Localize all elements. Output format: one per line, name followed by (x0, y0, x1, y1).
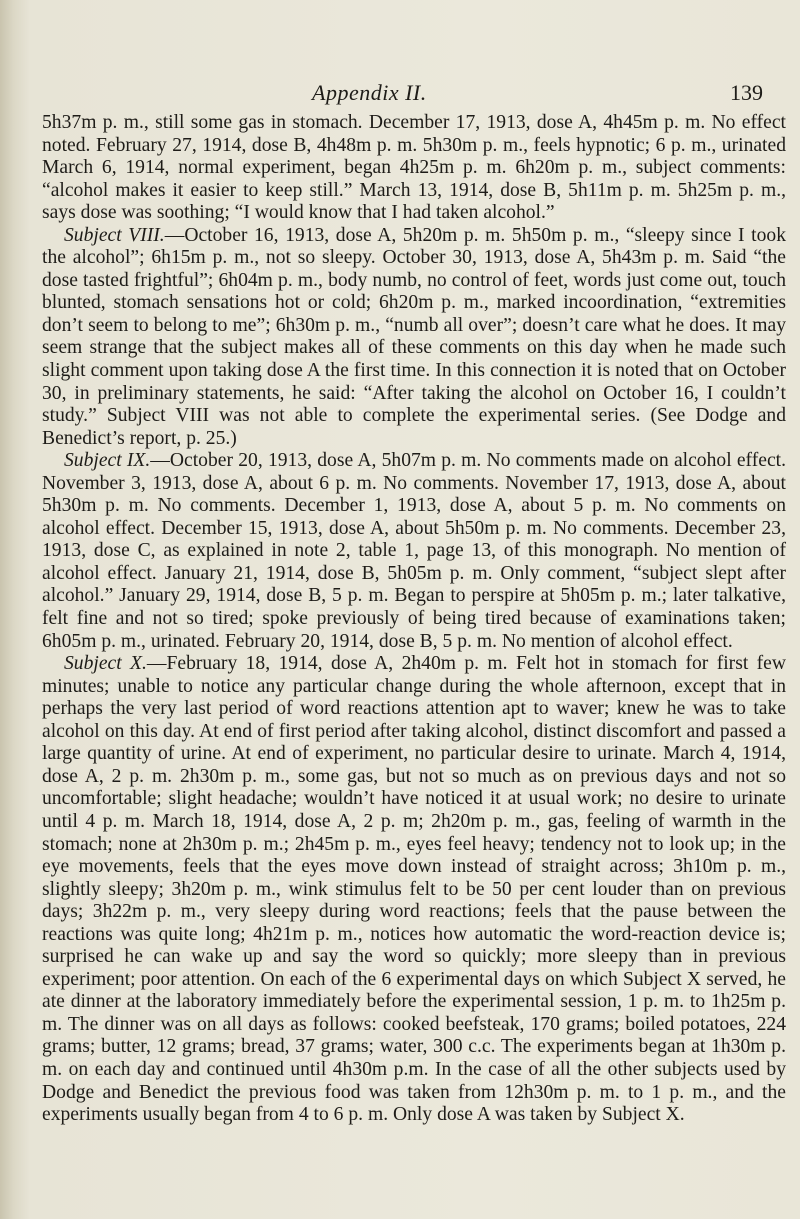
paragraph-text: —February 18, 1914, dose A, 2h40m p. m. Felt hot in stomach for first few minutes; unable to notice any particular change during the whole afternoon, except that in perhaps the very last period of word reactions attention apt to waver; knew he was to take alcohol on this day. At end of first period after taking alcohol, distinct discomfort and passed a large quantity of urine. At end of experiment, no particular desire to urinate. March 4, 1914, dose A, 2 p. m. 2h30m p. m., some gas, but not so much as on previous days and not so uncomfortable; slight headache; wouldn’t have noticed it at usual work; no desire to urinate until 4 p. m. March 18, 1914, dose A, 2 p. m; 2h20m p. m., gas, feeling of warmth in the stomach; none at 2h30m p. m.; 2h45m p. m., eyes feel heavy; tendency not to look up; in the eye movements, feels that the eyes move down instead of straight across; 3h10m p. m., slightly sleepy; 3h20m p. m., wink stimulus felt to be 50 per cent louder than on previous days; 3h22m p. m., very sleepy during word reactions; feels that the pause between the reactions was quite long; 4h21m p. m., notices how automatic the word-reaction device is; surprised he can wake up and say the word so quickly; more sleepy than in previous experiment; poor attention. On each of the 6 experimental days on which Subject X served, he ate dinner at the laboratory immediately before the experimental session, 1 p. m. to 1h25m p. m. The dinner was on all days as follows: cooked beefsteak, 170 grams; boiled potatoes, 224 grams; butter, 12 grams; bread, 37 grams; water, 300 c.c. The experiments began at 1h30m p. m. on each day and continued until 4h30m p.m. In the case of all the other subjects used by Dodge and Benedict the previous food was taken from 12h30m p. m. to 1 p. m., and the experiments usually began from 4 to 6 p. m. Only dose A was taken by Subject X. (42, 653, 787, 1126)
paragraph-text: 5h37m p. m., still some gas in stomach. December 17, 1913, dose A, 4h45m p. m. No effect noted. February 27, 1914, dose B, 4h48m p. m. 5h30m p. m., feels hypnotic; 6 p. m., urinated March 6, 1914, normal experiment, began 4h25m p. m. 6h20m p. m., subject comments: “alcohol makes it easier to keep still.” March 13, 1914, dose B, 5h11m p. m. 5h25m p. m., says dose was soothing; “I would know that I had taken alcohol.” (42, 112, 786, 224)
paragraph-lead: Subject IX. (64, 450, 151, 472)
paragraph-subject-vii-continued (42, 112, 786, 225)
paragraph-lead: Subject X. (64, 653, 147, 675)
paragraph-text: —October 20, 1913, dose A, 5h07m p. m. No comments made on alcohol effect. November 3, 1913, dose A, about 6 p. m. No comments. November 17, 1913, dose A, about 5h30m p. m. No comments. December 1, 1913, dose A, about 5 p. m. No comments on alcohol effect. December 15, 1913, dose A, about 5h50m p. m. No comments. December 23, 1913, dose C, as explained in note 2, table 1, page 13, of this monograph. No mention of alcohol effect. January 21, 1914, dose B, 5h05m p. m. Only comment, “subject slept after alcohol.” January 29, 1914, dose B, 5 p. m. Began to perspire at 5h05m p. m.; later talkative, felt fine and not so tired; spoke previously of being tired because of examinations taken; 6h05m p. m., urinated. February 20, 1914, dose B, 5 p. m. No mention of alcohol effect. (42, 450, 786, 652)
page-number: 139 (730, 80, 763, 105)
paragraph-subject-viii (42, 225, 786, 450)
paragraph-subject-ix (42, 450, 786, 653)
page-header (0, 80, 800, 110)
paragraph-text: —October 16, 1913, dose A, 5h20m p. m. 5h50m p. m., “sleepy since I took the alcohol”; 6h15m p. m., not so sleepy. October 30, 1913, dose A, 5h43m p. m. Said “the dose tasted frightful”; 6h04m p. m., body numb, no control of feet, words just come out, touch blunted, stomach sensations hot or cold; 6h20m p. m., marked incoordination, “extremities don’t seem to belong to me”; 6h30m p. m., “numb all over”; doesn’t care what he does. It may seem strange that the subject makes all of these comments on this day when he made such slight comment upon taking dose A the first time. In this connection it is noted that on October 30, in preliminary statements, he said: “After taking the alcohol on October 16, I couldn’t study.” Subject VIII was not able to complete the experimental series. (See Dodge and Benedict’s report, p. 25.) (42, 224, 786, 449)
paragraph-lead: Subject VIII. (64, 224, 165, 246)
running-title: Appendix II. (312, 80, 427, 105)
body-text (42, 112, 786, 1127)
paragraph-subject-x (42, 653, 786, 1126)
